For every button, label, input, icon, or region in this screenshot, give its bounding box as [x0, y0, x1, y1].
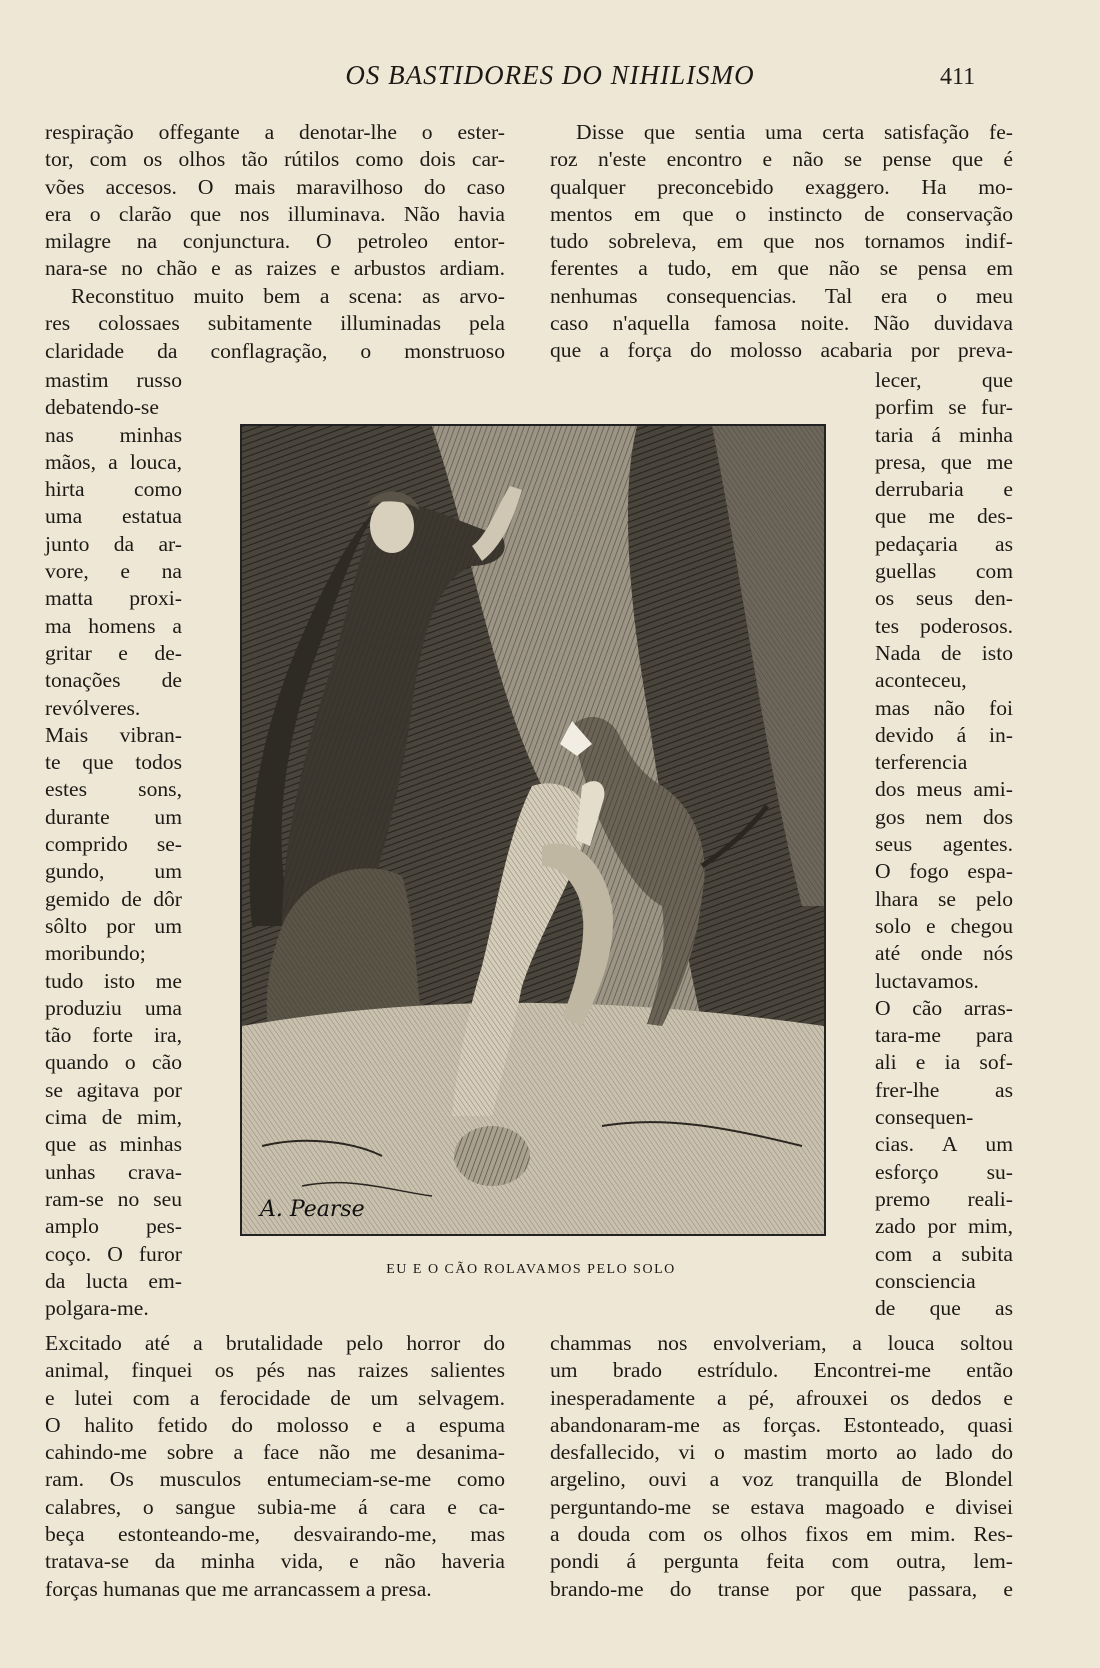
text-line: mentos em que o instincto de conservação [550, 201, 1013, 226]
left-paragraph-1 [45, 119, 505, 283]
right-narrow-paragraph [875, 367, 1013, 1322]
text-line: uma estatua [45, 504, 182, 529]
text-line: tratava-se da minha vida, e não haveria [45, 1549, 505, 1574]
text-line: Disse que sentia uma certa satisfação fe- [576, 120, 1013, 144]
text-line: forças humanas que me arrancassem a presa. [45, 1576, 432, 1601]
text-line: junto da ar- [45, 531, 182, 556]
running-header-title: OS BASTIDORES DO NIHILISMO [345, 60, 755, 90]
text-line: O fogo espa- [875, 859, 1013, 884]
text-line: tonações de [45, 668, 182, 693]
text-line: tudo sobreleva, em que nos tornamos indif- [550, 229, 1013, 254]
text-line: se agitava por [45, 1077, 182, 1102]
illustration-signature: A. Pearse [260, 1197, 365, 1222]
text-line: mãos, a louca, [45, 449, 182, 474]
text-line: pondi á pergunta feita com outra, lem- [550, 1549, 1013, 1574]
text-line: qualquer preconcebido exaggero. Ha mo- [550, 174, 1013, 199]
text-line: tor, com os olhos tão rútilos como dois car- [45, 147, 505, 172]
text-line: Nada de isto [875, 640, 1013, 665]
text-line: com a subita [875, 1241, 1013, 1266]
page-number: 411 [940, 64, 976, 90]
text-line: que as minhas [45, 1132, 182, 1157]
text-line: vore, e na [45, 559, 182, 584]
text-line: aconteceu, [875, 668, 967, 693]
text-line: produziu uma [45, 995, 182, 1020]
text-line: gundo, um [45, 859, 182, 884]
text-line: respiração offegante a denotar-lhe o ester- [45, 120, 505, 144]
text-line: res colossaes subitamente illuminadas pela [45, 311, 505, 336]
text-line: argelino, ouvi a voz tranquilla de Blondel [550, 1467, 1013, 1492]
text-line: até onde nós [875, 941, 1013, 966]
text-line: um brado estrídulo. Encontrei-me então [550, 1358, 1013, 1383]
text-line: cahindo-me sobre a face não me desanima- [45, 1440, 505, 1465]
text-line: unhas crava- [45, 1159, 182, 1184]
text-line: porfim se fur- [875, 395, 1013, 420]
text-line: tão forte ira, [45, 1023, 182, 1048]
text-line: de que as [875, 1296, 1013, 1321]
text-line: terferencia [875, 750, 968, 775]
text-line: coço. O furor [45, 1241, 182, 1266]
text-line: solo e chegou [875, 913, 1013, 938]
text-line: dos meus ami- [875, 777, 1013, 802]
text-line: que me des- [875, 504, 1013, 529]
text-line: caso n'aquella famosa noite. Não duvidava [550, 311, 1013, 336]
text-line: moribundo; [45, 941, 146, 966]
text-line: tara-me para [875, 1023, 1013, 1048]
text-line: estes sons, [45, 777, 182, 802]
right-bottom-paragraph [550, 1330, 1013, 1603]
text-line: cias. A um [875, 1132, 1013, 1157]
text-line: revólveres. [45, 695, 141, 720]
text-line: nas minhas [45, 422, 182, 447]
text-line: presa, que me [875, 449, 1013, 474]
text-line: derrubaria e [875, 477, 1013, 502]
text-line: seus agentes. [875, 832, 1013, 857]
text-line: sôlto por um [45, 913, 182, 938]
left-narrow-paragraph [45, 367, 182, 1322]
text-line: Mais vibran- [45, 722, 182, 747]
text-line: premo reali- [875, 1186, 1013, 1211]
text-line: desfallecido, vi o mastim morto ao lado do [550, 1440, 1013, 1465]
illustration-caption: EU E O CÃO ROLAVAMOS PELO SOLO [386, 1262, 676, 1277]
text-line: inesperadamente a pé, afrouxei os dedos e [550, 1385, 1013, 1410]
text-line: Excitado até a brutalidade pelo horror do [45, 1331, 505, 1355]
text-line: luctavamos. [875, 968, 979, 993]
text-line: tes poderosos. [875, 613, 1013, 638]
text-line: nara-se no chão e as raizes e arbustos ardiam. [45, 256, 505, 281]
text-line: vões accesos. O mais maravilhoso do caso [45, 174, 505, 199]
text-line: polgara-me. [45, 1296, 149, 1321]
text-line: chammas nos envolveriam, a louca soltou [550, 1331, 1013, 1355]
text-line: a douda com os olhos fixos em mim. Res- [550, 1522, 1013, 1547]
text-line: quando o cão [45, 1050, 182, 1075]
text-line: cima de mim, [45, 1105, 182, 1130]
text-line: O halito fetido do molosso e a espuma [45, 1412, 505, 1437]
text-line: ram-se no seu [45, 1186, 182, 1211]
text-line: mastim russo [45, 368, 182, 392]
text-line: ram. Os musculos entumeciam-se-me como [45, 1467, 505, 1492]
text-line: frer-lhe as [875, 1077, 1013, 1102]
text-line: gemido de dôr [45, 886, 182, 911]
text-line: guellas com [875, 559, 1013, 584]
text-line: perguntando-me se estava magoado e divisei [550, 1494, 1013, 1519]
text-line: animal, finquei os pés nas raizes salientes [45, 1358, 505, 1383]
text-line: beça estonteando-me, desvairando-me, mas [45, 1522, 505, 1547]
text-line: lhara se pelo [875, 886, 1013, 911]
text-line: ali e ia sof- [875, 1050, 1013, 1075]
text-line: era o clarão que nos illuminava. Não havia [45, 201, 505, 226]
text-line: tudo isto me [45, 968, 182, 993]
text-line: lecer, que [875, 368, 1013, 392]
text-line: debatendo-se [45, 395, 159, 420]
text-line: e lutei com a ferocidade de um selvagem. [45, 1385, 505, 1410]
text-line: brando-me do transe por que passara, e [550, 1576, 1013, 1601]
text-line: te que todos [45, 750, 182, 775]
left-paragraph-2 [45, 283, 505, 365]
text-line: O cão arras- [875, 995, 1013, 1020]
text-line: matta proxi- [45, 586, 182, 611]
text-line: esforço su- [875, 1159, 1013, 1184]
text-line: gritar e de- [45, 640, 182, 665]
text-line: amplo pes- [45, 1214, 182, 1239]
text-line: consequen- [875, 1105, 974, 1130]
text-line: consciencia [875, 1268, 976, 1293]
text-line: gos nem dos [875, 804, 1013, 829]
text-line: claridade da conflagração, o monstruoso [45, 338, 505, 363]
text-line: hirta como [45, 477, 182, 502]
text-line: zado por mim, [875, 1214, 1013, 1239]
text-line: taria á minha [875, 422, 1013, 447]
text-line: comprido se- [45, 832, 182, 857]
text-line: ma homens a [45, 613, 182, 638]
right-paragraph-1 [550, 119, 1013, 365]
text-line: mas não foi [875, 695, 1013, 720]
text-line: roz n'este encontro e não se pense que é [550, 147, 1013, 172]
text-line: devido á in- [875, 722, 1013, 747]
engraving-artwork [242, 426, 824, 1234]
text-line: abandonaram-me as forças. Estonteado, quasi [550, 1412, 1013, 1437]
text-line: da lucta em- [45, 1268, 182, 1293]
text-line: os seus den- [875, 586, 1013, 611]
text-line: pedaçaria as [875, 531, 1013, 556]
text-line: calabres, o sangue subia-me á cara e ca- [45, 1494, 505, 1519]
left-bottom-paragraph [45, 1330, 505, 1603]
text-line: nenhumas consequencias. Tal era o meu [550, 283, 1013, 308]
text-line: que a força do molosso acabaria por preva- [550, 338, 1013, 363]
text-line: Reconstituo muito bem a scena: as arvo- [71, 284, 505, 308]
engraving-illustration-icon [240, 424, 826, 1236]
text-line: milagre na conjunctura. O petroleo entor- [45, 229, 505, 254]
text-line: durante um [45, 804, 182, 829]
text-line: ferentes a tudo, em que não se pensa em [550, 256, 1013, 281]
